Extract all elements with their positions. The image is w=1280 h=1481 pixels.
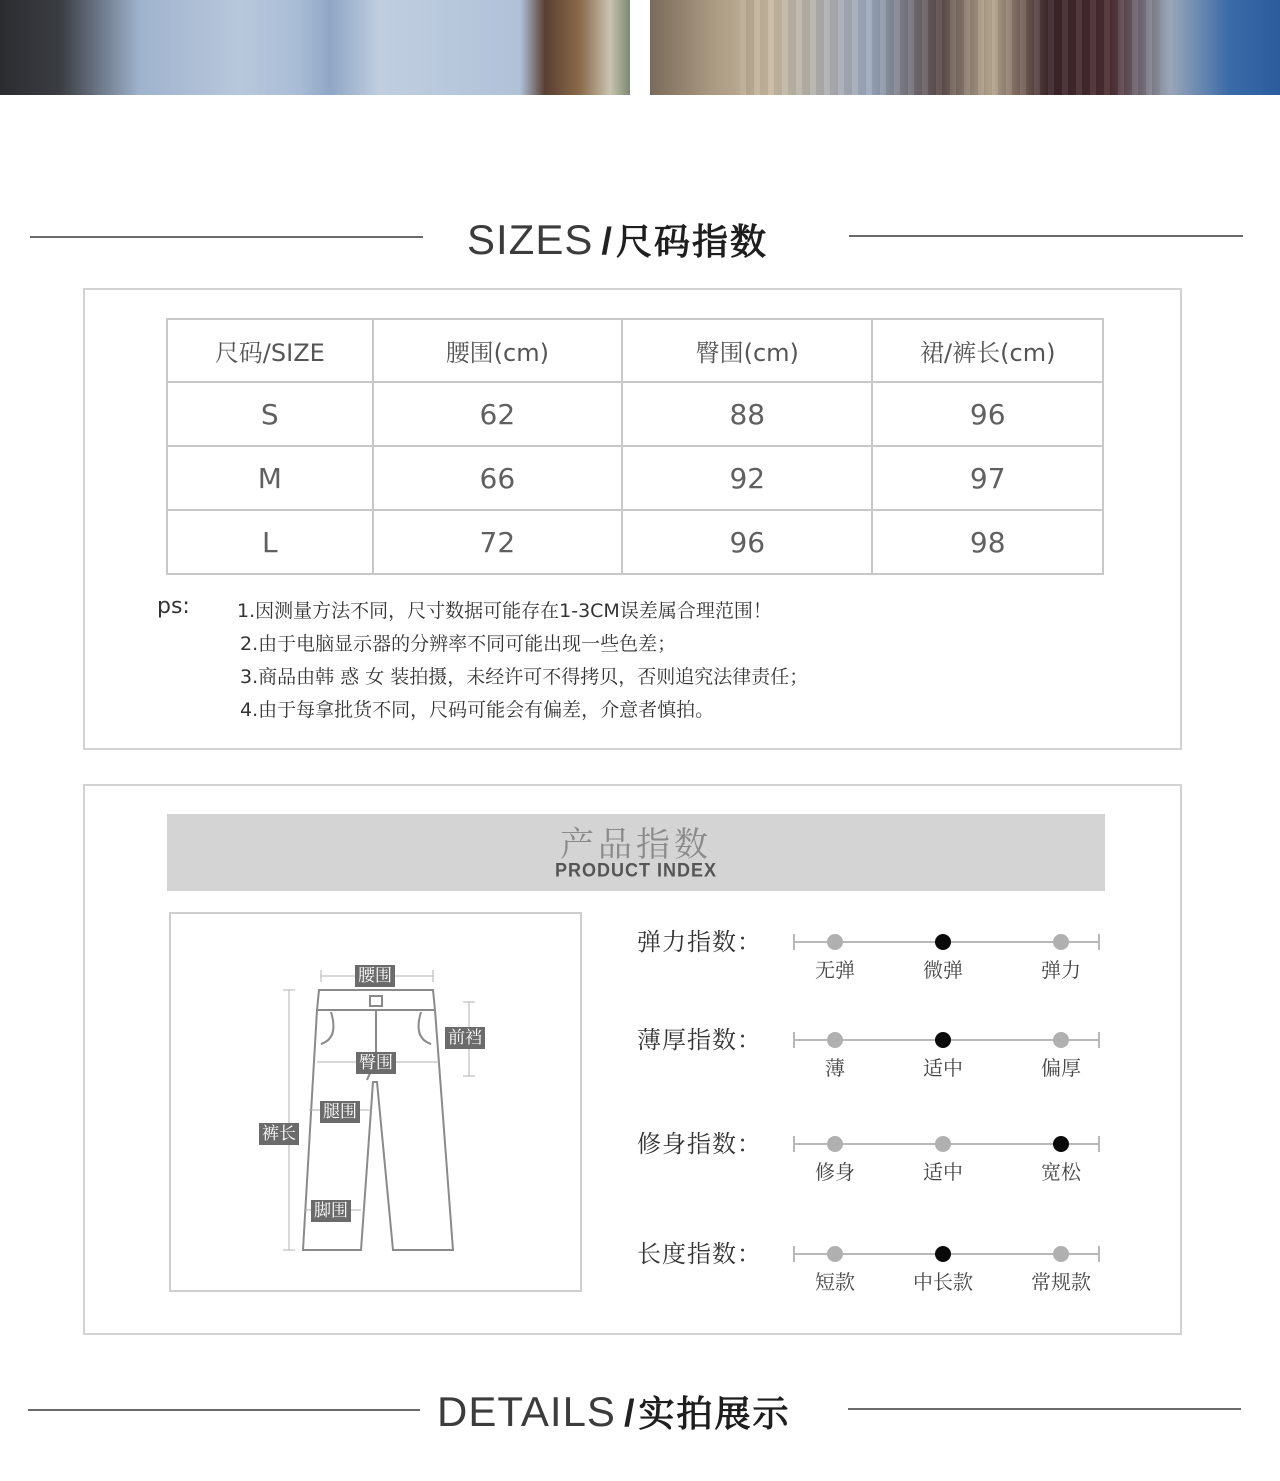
index-dot	[827, 1246, 843, 1262]
index-option-label: 微弹	[923, 958, 963, 982]
index-track-cap	[793, 1246, 795, 1262]
diagram-label-hem: 脚围	[311, 1200, 351, 1222]
table-cell: S	[167, 382, 373, 446]
length-col-header: 裙/裤长(cm)	[872, 319, 1103, 382]
index-track-cap	[793, 934, 795, 950]
sizes-section-title	[467, 214, 768, 265]
index-scale	[793, 1138, 1100, 1150]
product-index-panel	[83, 784, 1182, 1335]
note-item: 3.商品由韩 惑 女 装拍摄，未经许可不得拷贝，否则追究法律责任；	[240, 666, 809, 688]
details-section-title	[437, 1386, 791, 1437]
pants-measurement-diagram	[169, 912, 582, 1292]
index-dot-selected	[935, 1246, 951, 1262]
diagram-label-front-rise: 前裆	[445, 1027, 485, 1049]
details-title-en: DETAILS	[437, 1388, 616, 1435]
index-scale	[793, 936, 1100, 948]
sizes-title-slash: /	[601, 221, 612, 263]
index-dot	[935, 1136, 951, 1152]
table-row	[167, 446, 1103, 510]
size-table-header-row	[167, 319, 1103, 382]
index-option-label: 修身	[815, 1160, 855, 1184]
index-track-cap	[1098, 934, 1100, 950]
divider-line	[30, 236, 423, 238]
index-title: 长度指数：	[637, 1240, 762, 1268]
index-option-label: 无弹	[815, 958, 855, 982]
notes-label: ps:	[157, 594, 190, 619]
size-table	[166, 318, 1104, 575]
index-title: 薄厚指数：	[637, 1026, 762, 1054]
waist-col-header: 腰围(cm)	[373, 319, 622, 382]
table-cell: 97	[872, 446, 1103, 510]
product-index-banner	[167, 814, 1105, 891]
index-option-label: 适中	[923, 1056, 963, 1080]
index-option-label: 薄	[825, 1056, 845, 1080]
index-dot	[1053, 1246, 1069, 1262]
table-cell: 62	[373, 382, 622, 446]
index-dot-selected	[935, 934, 951, 950]
diagram-label-thigh: 腿围	[320, 1101, 360, 1123]
index-scale	[793, 1248, 1100, 1260]
note-item: 2.由于电脑显示器的分辨率不同可能出现一些色差；	[240, 633, 677, 655]
divider-line	[28, 1409, 420, 1411]
index-dot	[827, 1136, 843, 1152]
diagram-label-waist: 腰围	[355, 965, 395, 987]
index-row-thickness	[637, 1020, 1117, 1090]
index-dot-selected	[1053, 1136, 1069, 1152]
divider-line	[849, 235, 1243, 237]
index-track-cap	[1098, 1246, 1100, 1262]
table-cell: 72	[373, 510, 622, 574]
table-cell: 96	[622, 510, 872, 574]
diagram-label-hip: 臀围	[356, 1052, 396, 1074]
index-option-label: 偏厚	[1041, 1056, 1081, 1080]
diagram-label-length: 裤长	[259, 1123, 299, 1145]
index-row-fit	[637, 1124, 1117, 1194]
index-title: 修身指数：	[637, 1130, 762, 1158]
table-cell: 66	[373, 446, 622, 510]
index-dot	[827, 934, 843, 950]
details-title-slash: /	[623, 1393, 635, 1435]
product-index-title-zh: 产品指数	[560, 825, 712, 865]
index-track-cap	[1098, 1032, 1100, 1048]
index-option-label: 中长款	[913, 1270, 973, 1294]
table-cell: M	[167, 446, 373, 510]
index-track-cap	[793, 1136, 795, 1152]
index-option-label: 弹力	[1041, 958, 1081, 982]
table-cell: 92	[622, 446, 872, 510]
index-title: 弹力指数：	[637, 928, 762, 956]
index-track-cap	[793, 1032, 795, 1048]
size-chart-panel	[83, 288, 1182, 750]
index-option-label: 常规款	[1031, 1270, 1091, 1294]
note-item: 4.由于每拿批货不同，尺码可能会有偏差，介意者慎拍。	[240, 699, 715, 721]
index-dot-selected	[935, 1032, 951, 1048]
index-dot	[827, 1032, 843, 1048]
hip-col-header: 臀围(cm)	[622, 319, 872, 382]
index-row-elasticity	[637, 922, 1117, 992]
size-col-header: 尺码/SIZE	[167, 319, 373, 382]
index-option-label: 宽松	[1041, 1160, 1081, 1184]
index-option-label: 短款	[815, 1270, 855, 1294]
table-row	[167, 510, 1103, 574]
index-dot	[1053, 934, 1069, 950]
table-cell: 88	[622, 382, 872, 446]
index-row-length	[637, 1234, 1117, 1304]
index-option-label: 适中	[923, 1160, 963, 1184]
table-cell: L	[167, 510, 373, 574]
product-photo-left	[0, 0, 630, 95]
table-cell: 98	[872, 510, 1103, 574]
notes-list	[237, 595, 808, 727]
sizes-title-zh: 尺码指数	[615, 222, 768, 263]
product-photo-right	[650, 0, 1280, 95]
divider-line	[848, 1408, 1241, 1410]
index-track-cap	[1098, 1136, 1100, 1152]
table-cell: 96	[872, 382, 1103, 446]
product-index-title-en: PRODUCT INDEX	[554, 858, 717, 881]
sizes-title-en: SIZES	[467, 216, 594, 263]
note-item: 1.因测量方法不同，尺寸数据可能存在1-3CM误差属合理范围！	[237, 600, 772, 622]
details-title-zh: 实拍展示	[638, 1394, 791, 1435]
table-row	[167, 382, 1103, 446]
index-scale	[793, 1034, 1100, 1046]
index-dot	[1053, 1032, 1069, 1048]
